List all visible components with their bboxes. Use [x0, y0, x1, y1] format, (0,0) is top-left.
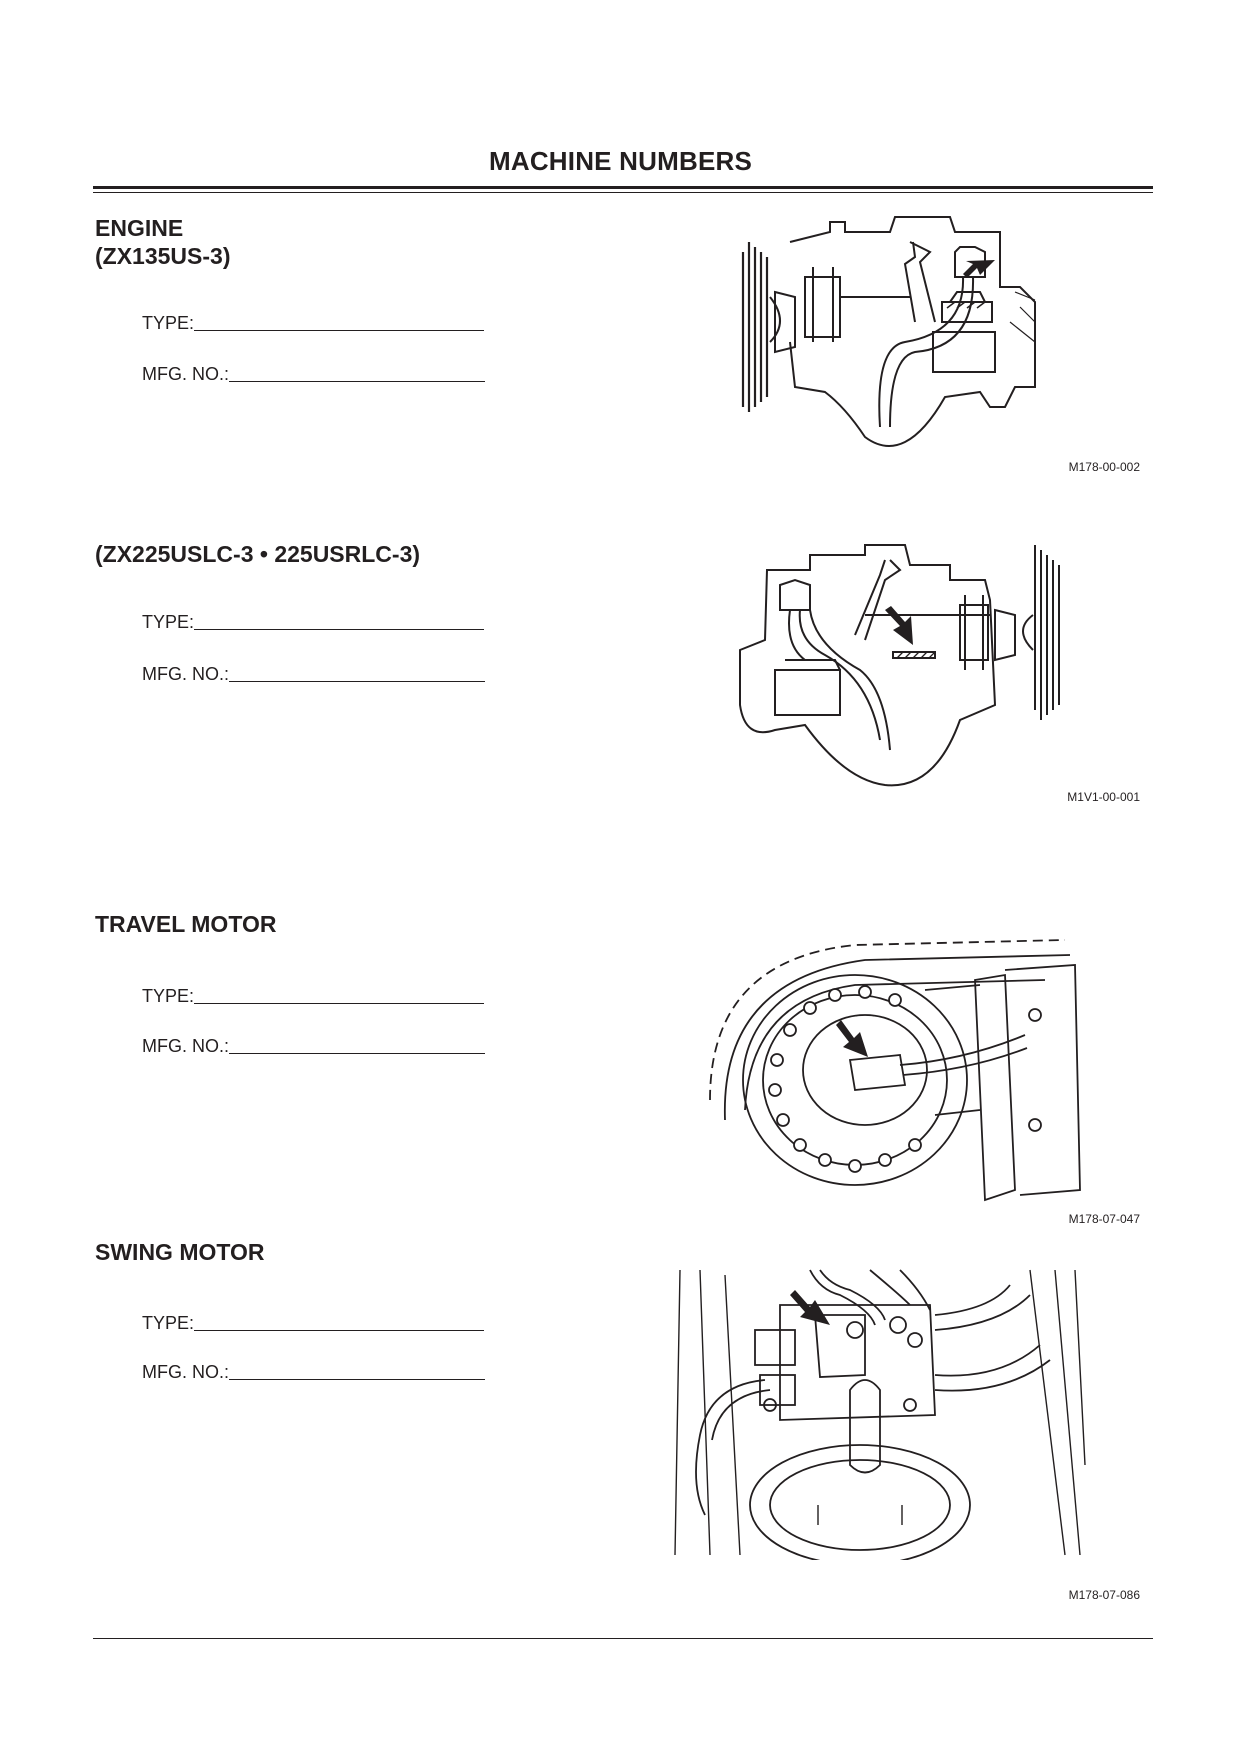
page-title: MACHINE NUMBERS: [489, 146, 752, 176]
swing-motor-heading: SWING MOTOR: [95, 1239, 265, 1265]
engine2-mfg-label: MFG. NO.:: [142, 664, 229, 684]
footer-rule: [93, 1638, 1153, 1639]
travel-motor-mfg-label: MFG. NO.:: [142, 1036, 229, 1056]
swing-motor-mfg-line[interactable]: [229, 1379, 485, 1380]
swing-motor-type-line[interactable]: [194, 1330, 484, 1331]
engine2-type-line[interactable]: [194, 629, 484, 630]
travel-motor-type-line[interactable]: [194, 1003, 484, 1004]
arrow-pointer-icon: [963, 260, 995, 278]
swing-motor-type-label: TYPE:: [142, 1313, 195, 1333]
travel-motor-mfg-line[interactable]: [229, 1053, 485, 1054]
travel-motor-heading: TRAVEL MOTOR: [95, 911, 277, 937]
travel-motor-type-field[interactable]: [142, 986, 484, 1007]
engine-heading-line2: (ZX135US-3): [95, 243, 231, 269]
travel-motor-type-label: TYPE:: [142, 986, 195, 1006]
header-rule: [93, 186, 1153, 189]
swing-motor-figure-caption: M178-07-086: [1068, 1588, 1140, 1602]
engine2-figure-caption: M1V1-00-001: [1067, 790, 1140, 804]
travel-motor-mfg-field[interactable]: [142, 1036, 485, 1057]
engine-figure-caption: M178-00-002: [1068, 460, 1140, 474]
swing-motor-type-field[interactable]: [142, 1313, 484, 1334]
swing-motor-figure: [670, 1265, 1090, 1560]
engine2-heading: (ZX225USLC-3 • 225USRLC-3): [95, 541, 421, 567]
arrow-pointer-icon: [885, 606, 913, 645]
engine-type-line[interactable]: [194, 330, 484, 331]
engine2-mfg-line[interactable]: [229, 681, 485, 682]
arrow-pointer-icon: [790, 1290, 830, 1325]
engine-type-label: TYPE:: [142, 313, 195, 333]
engine-mfg-line[interactable]: [229, 381, 485, 382]
engine2-type-field[interactable]: [142, 612, 484, 633]
travel-motor-figure-caption: M178-07-047: [1068, 1212, 1140, 1226]
engine-type-field[interactable]: [142, 313, 484, 334]
engine-heading-line1: ENGINE: [95, 215, 184, 241]
travel-motor-figure: [705, 920, 1085, 1205]
swing-motor-mfg-field[interactable]: [142, 1362, 485, 1383]
engine-figure: [735, 212, 1075, 477]
engine-mfg-label: MFG. NO.:: [142, 364, 229, 384]
arrow-pointer-icon: [836, 1020, 868, 1057]
swing-motor-mfg-label: MFG. NO.:: [142, 1362, 229, 1382]
engine2-mfg-field[interactable]: [142, 664, 485, 685]
header-rule-thin: [93, 192, 1153, 193]
engine-mfg-field[interactable]: [142, 364, 485, 385]
engine2-type-label: TYPE:: [142, 612, 195, 632]
engine2-figure: [735, 540, 1075, 800]
engine-heading: [95, 214, 230, 270]
